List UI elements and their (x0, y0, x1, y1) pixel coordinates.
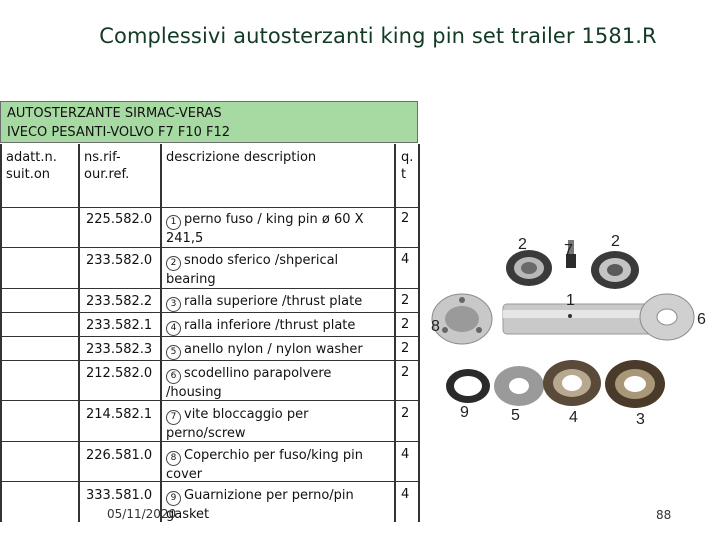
row-description (166, 365, 386, 401)
photo-label: 5 (511, 407, 520, 424)
row-ref: 225.582.0 (86, 212, 153, 227)
callout-number-badge: 7 (166, 410, 181, 425)
header-line-1: AUTOSTERZANTE SIRMAC-VERAS (7, 106, 222, 121)
col-header-ref: ns.rif- our.ref. (84, 150, 130, 182)
column-divider (78, 144, 80, 522)
table-border-right (418, 144, 420, 522)
bearing-right-image (591, 251, 639, 289)
row-qty: 2 (401, 341, 410, 356)
row-description-text: Coperchio per fuso/king pin cover (166, 448, 363, 482)
cover-plate-image (432, 294, 492, 344)
column-divider (394, 144, 396, 522)
photo-label: 8 (431, 318, 440, 335)
col-header-description: descrizione description (166, 150, 317, 165)
row-description-text: anello nylon / nylon washer (184, 342, 363, 357)
photo-label: 9 (460, 404, 469, 421)
row-description (166, 447, 386, 483)
callout-number-badge: 1 (166, 215, 181, 230)
row-description-text: ralla inferiore /thrust plate (184, 318, 356, 333)
row-qty: 4 (401, 252, 410, 267)
page-number: 88 (656, 508, 672, 522)
row-ref: 233.582.1 (86, 318, 153, 333)
col-header-qty: q. t (401, 150, 414, 182)
header-line-2: IVECO PESANTI-VOLVO F7 F10 F12 (7, 125, 231, 140)
row-qty: 2 (401, 293, 410, 308)
callout-number-badge: 8 (166, 451, 181, 466)
row-description (166, 341, 386, 360)
row-ref: 233.582.0 (86, 253, 153, 268)
row-description (166, 487, 386, 523)
row-description-text: vite bloccaggio per perno/screw (166, 407, 309, 441)
thrust-plate-image (640, 294, 694, 340)
row-ref: 214.582.1 (86, 407, 153, 422)
row-description (166, 317, 386, 336)
col-header-adatt: adatt.n. suit.on (6, 150, 57, 182)
row-description-text: ralla superiore /thrust plate (184, 294, 363, 309)
slide-title: Complessivi autosterzanti king pin set trailer 1581.R (99, 24, 657, 48)
photo-label: 2 (611, 233, 620, 250)
row-divider (0, 247, 420, 248)
row-qty: 4 (401, 487, 410, 502)
table-border-left (0, 144, 2, 522)
row-ref: 233.582.3 (86, 342, 153, 357)
housing-image (605, 360, 665, 408)
row-qty: 2 (401, 406, 410, 421)
row-ref: 333.581.0 (86, 488, 153, 503)
callout-number-badge: 4 (166, 321, 181, 336)
callout-number-badge: 3 (166, 297, 181, 312)
footer-date: 05/11/2020 (107, 507, 177, 521)
row-divider (0, 288, 420, 289)
row-description (166, 211, 386, 247)
row-ref: 226.581.0 (86, 448, 153, 463)
row-qty: 4 (401, 447, 410, 462)
callout-number-badge: 5 (166, 345, 181, 360)
nylon-washer-image (494, 366, 544, 406)
photo-label: 1 (566, 292, 575, 309)
table-header-banner (0, 101, 418, 143)
row-ref: 212.582.0 (86, 366, 153, 381)
parts-table (0, 101, 420, 521)
row-qty: 2 (401, 317, 410, 332)
row-description-text: Guarnizione per perno/pin gasket (166, 488, 354, 522)
photo-label: 6 (697, 311, 706, 328)
row-description (166, 293, 386, 312)
lower-thrust-plate-image (543, 360, 601, 406)
callout-number-badge: 2 (166, 256, 181, 271)
callout-number-badge: 6 (166, 369, 181, 384)
row-description-text: scodellino parapolvere /housing (166, 366, 332, 400)
row-qty: 2 (401, 211, 410, 226)
column-divider (160, 144, 162, 522)
bearing-left-image (506, 250, 552, 286)
photo-label: 3 (636, 411, 645, 428)
row-description (166, 406, 386, 442)
row-ref: 233.582.2 (86, 294, 153, 309)
photo-label: 2 (518, 236, 527, 253)
row-divider (0, 312, 420, 313)
row-description-text: snodo sferico /shperical bearing (166, 253, 339, 287)
gasket-image (446, 369, 490, 403)
parts-photo (425, 206, 720, 430)
row-description (166, 252, 386, 288)
row-qty: 2 (401, 365, 410, 380)
row-description-text: perno fuso / king pin ø 60 X 241,5 (166, 212, 364, 246)
photo-label: 4 (569, 409, 578, 426)
callout-number-badge: 9 (166, 491, 181, 506)
row-divider (0, 336, 420, 337)
row-divider (0, 207, 420, 208)
row-divider (0, 360, 420, 361)
photo-label: 7 (564, 242, 573, 259)
